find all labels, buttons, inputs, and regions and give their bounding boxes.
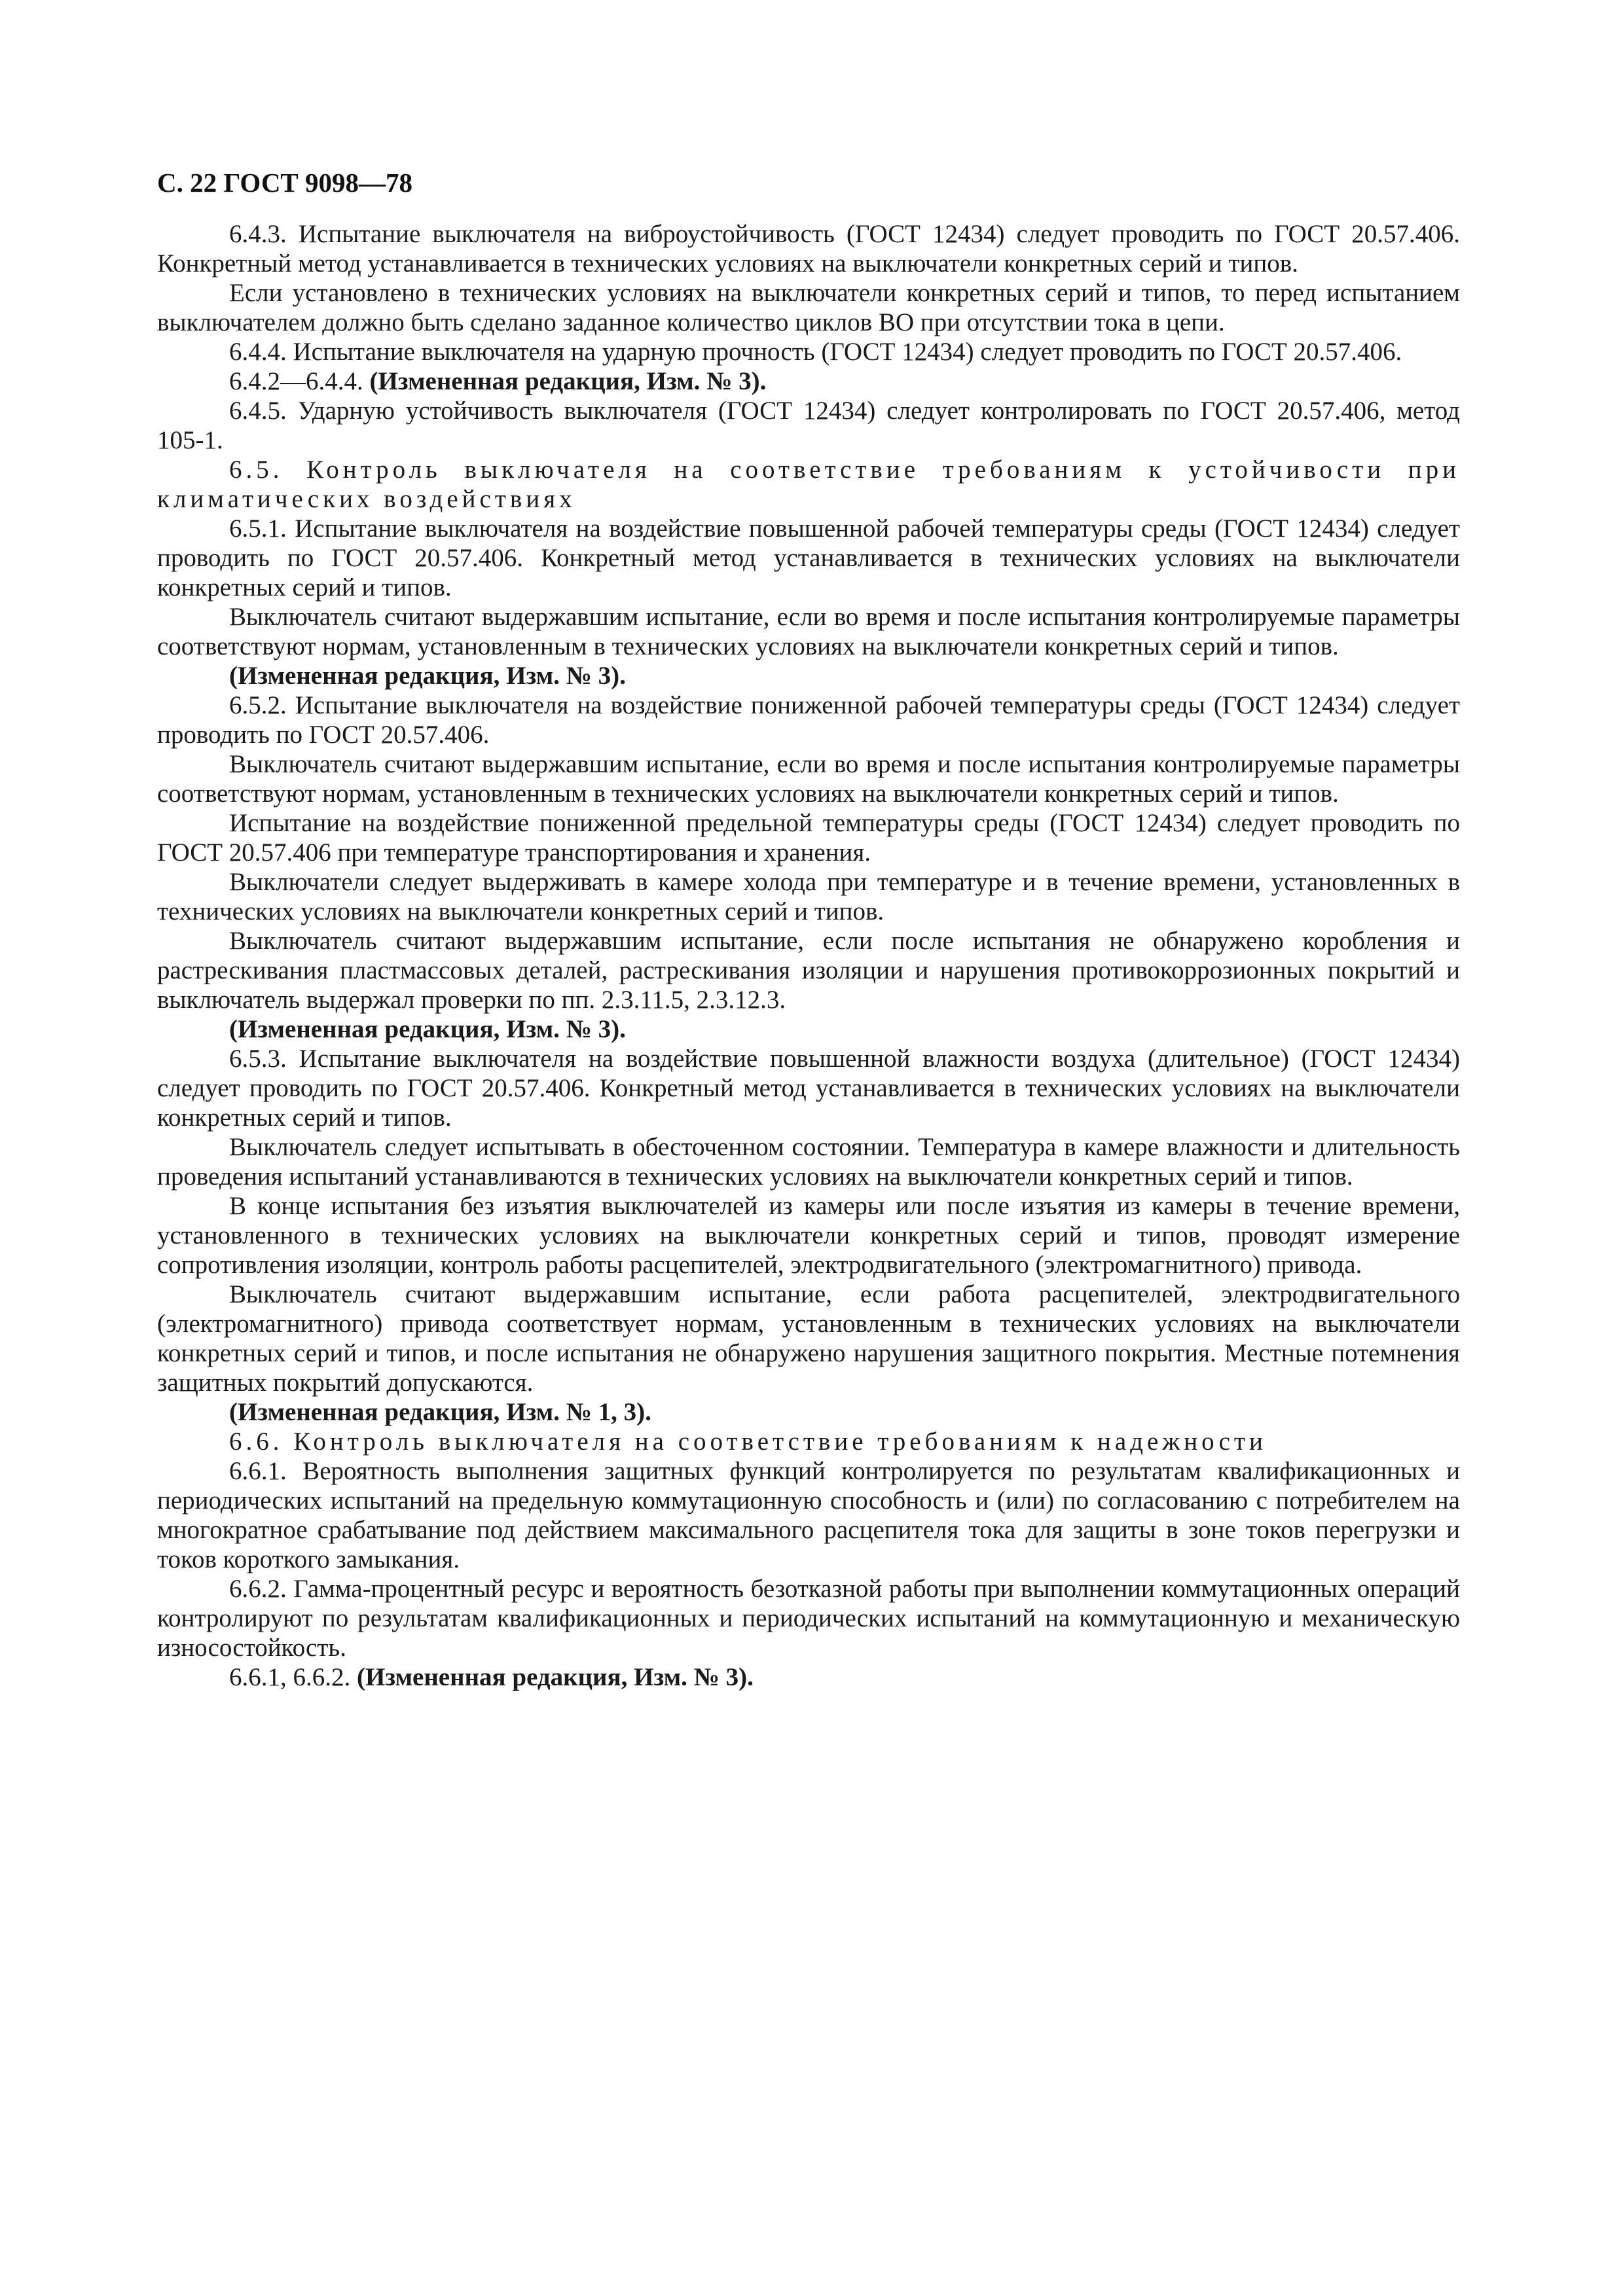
paragraph	[157, 1132, 1460, 1191]
page-header: С. 22 ГОСТ 9098—78	[157, 168, 413, 198]
paragraph	[157, 1662, 1460, 1692]
paragraph	[157, 278, 1460, 337]
amendment-note: (Измененная редакция, Изм. № 3).	[357, 1663, 754, 1691]
paragraph-text: 6.4.2—6.4.4.	[229, 367, 370, 395]
paragraph-text: 6.6.1. Вероятность выполнения защитных функций контролируется по результатам квалификационных и периодических испытаний на предельную коммутационную способность и (или) по согласованию с потребителем на многократное срабатывание под действием максимального расцепителя тока для защиты в зоне токов перегрузки и токов короткого замыкания.	[157, 1457, 1460, 1573]
paragraph-text: Если установлено в технических условиях на выключатели конкретных серий и типов, то перед испытанием выключателем должно быть сделано заданное количество циклов ВО при отсутствии тока в цепи.	[157, 279, 1460, 336]
section-heading	[157, 1427, 1460, 1456]
paragraph	[157, 1574, 1460, 1662]
amendment-note: (Измененная редакция, Изм. № 3).	[229, 1015, 626, 1043]
paragraph-text: В конце испытания без изъятия выключателей из камеры или после изъятия из камеры в течение времени, установленного в технических условиях на выключатели конкретных серий и типов, проводят измерение сопротивления изоляции, контроль работы расцепителей, электродвигательного (электромагнитного) привода.	[157, 1192, 1460, 1279]
paragraph-text: Выключатель считают выдержавшим испытание, если после испытания не обнаружено коробления и растрескивания пластмассовых деталей, растрескивания изоляции и нарушения противокоррозионных покрытий и выключатель выдержал проверки по пп. 2.3.11.5, 2.3.12.3.	[157, 927, 1460, 1014]
amendment-note: (Измененная редакция, Изм. № 3).	[229, 662, 626, 690]
paragraph	[157, 926, 1460, 1014]
document-page	[157, 167, 1460, 2130]
paragraph	[157, 661, 1460, 691]
paragraph-text: Выключатель следует испытывать в обесточенном состоянии. Температура в камере влажности и длительность проведения испытаний устанавливаются в технических условиях на выключатели конкретных серий и типов.	[157, 1133, 1460, 1191]
paragraph-text: 6.4.3. Испытание выключателя на виброустойчивость (ГОСТ 12434) следует проводить по ГОСТ 20.57.406. Конкретный метод устанавливается в технических условиях на выключатели конкретных серий и типов.	[157, 220, 1460, 278]
paragraph	[157, 808, 1460, 867]
paragraph-text: 6.5.2. Испытание выключателя на воздействие пониженной рабочей температуры среды (ГОСТ 12434) следует проводить по ГОСТ 20.57.406.	[157, 691, 1460, 749]
paragraph	[157, 367, 1460, 396]
paragraph	[157, 219, 1460, 278]
paragraph-text: 6.5. Контроль выключателя на соответствие требованиям к устойчивости при климатических воздействиях	[157, 456, 1460, 513]
paragraph-text: Выключатели следует выдерживать в камере холода при температуре и в течение времени, установленных в технических условиях на выключатели конкретных серий и типов.	[157, 868, 1460, 925]
paragraph	[157, 1280, 1460, 1397]
paragraph-text: 6.4.4. Испытание выключателя на ударную прочность (ГОСТ 12434) следует проводить по ГОСТ 20.57.406.	[229, 338, 1402, 366]
paragraph-text: 6.6.2. Гамма-процентный ресурс и вероятность безотказной работы при выполнении коммутационных операций контролируют по результатам квалификационных и периодических испытаний на коммутационную и механическую износостойкость.	[157, 1575, 1460, 1662]
paragraph	[157, 1456, 1460, 1574]
paragraph	[157, 1044, 1460, 1132]
paragraph	[157, 396, 1460, 455]
paragraph-text: 6.5.1. Испытание выключателя на воздействие повышенной рабочей температуры среды (ГОСТ 12434) следует проводить по ГОСТ 20.57.406. Конкретный метод устанавливается в технических условиях на выключатели конкретных серий и типов.	[157, 514, 1460, 601]
paragraph-text: 6.6. Контроль выключателя на соответствие требованиям к надежности	[229, 1427, 1267, 1456]
paragraph	[157, 867, 1460, 926]
paragraph	[157, 337, 1460, 367]
amendment-note: (Измененная редакция, Изм. № 3).	[369, 367, 767, 395]
paragraph-text: Выключатель считают выдержавшим испытание, если во время и после испытания контролируемые параметры соответствуют нормам, установленным в технических условиях на выключатели конкретных серий и типов.	[157, 750, 1460, 808]
paragraph	[157, 514, 1460, 602]
paragraph-text: 6.6.1, 6.6.2.	[229, 1663, 357, 1691]
paragraph	[157, 1397, 1460, 1427]
paragraph	[157, 1191, 1460, 1280]
paragraph-text: 6.4.5. Ударную устойчивость выключателя (ГОСТ 12434) следует контролировать по ГОСТ 20.57.406, метод 105-1.	[157, 397, 1460, 454]
paragraph-text: Выключатель считают выдержавшим испытание, если работа расцепителей, электродвигательного (электромагнитного) привода соответствует нормам, установленным в технических условиях на выключатели конкретных серий и типов, и после испытания не обнаружено нарушения защитного покрытия. Местные потемнения защитных покрытий допускаются.	[157, 1280, 1460, 1397]
paragraph	[157, 749, 1460, 808]
amendment-note: (Измененная редакция, Изм. № 1, 3).	[229, 1398, 651, 1426]
paragraph-text: Выключатель считают выдержавшим испытание, если во время и после испытания контролируемые параметры соответствуют нормам, установленным в технических условиях на выключатели конкретных серий и типов.	[157, 603, 1460, 660]
section-heading	[157, 455, 1460, 514]
paragraph	[157, 1014, 1460, 1044]
document-body	[157, 219, 1460, 1692]
paragraph	[157, 602, 1460, 661]
paragraph	[157, 691, 1460, 749]
paragraph-text: Испытание на воздействие пониженной предельной температуры среды (ГОСТ 12434) следует проводить по ГОСТ 20.57.406 при температуре транспортирования и хранения.	[157, 809, 1460, 867]
paragraph-text: 6.5.3. Испытание выключателя на воздействие повышенной влажности воздуха (длительное) (ГОСТ 12434) следует проводить по ГОСТ 20.57.406. Конкретный метод устанавливается в технических условиях на выключатели конкретных серий и типов.	[157, 1045, 1460, 1132]
